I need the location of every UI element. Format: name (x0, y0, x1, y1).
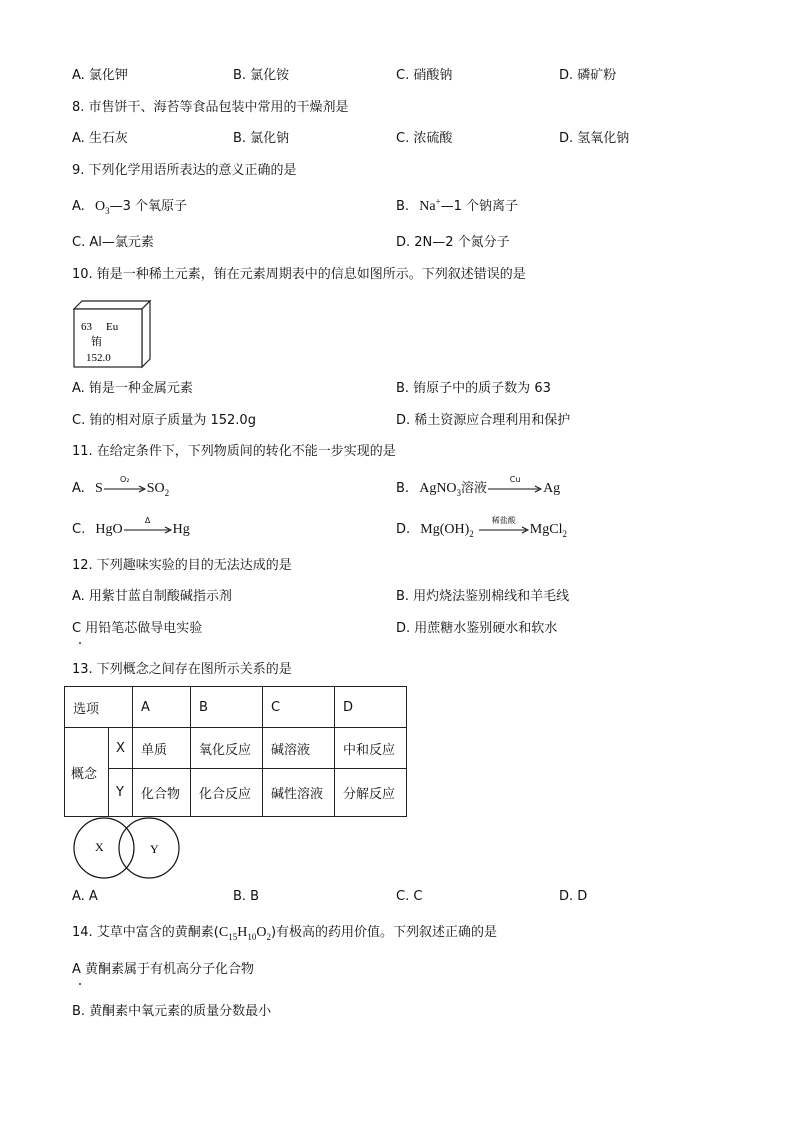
concept-table (64, 686, 407, 817)
reaction-arrow (487, 474, 543, 495)
q9-option-b (396, 198, 518, 216)
reactant: HgO (95, 522, 123, 537)
q10-option-d: D. 稀土资源应合理利用和保护 (396, 413, 571, 428)
option-label: C. (72, 522, 86, 537)
q7-option-a: A. 氯化钾 (72, 68, 128, 83)
stray-dot (79, 983, 81, 985)
table-cell: 化合物 (133, 769, 191, 817)
reactant: $Mg(OH)_2$ (420, 522, 474, 539)
product: Hg (172, 522, 190, 537)
q7-option-c: C. 硝酸钠 (396, 68, 453, 83)
table-cell: 分解反应 (335, 769, 407, 817)
q12-option-c: C 用铅笔芯做导电实验 (72, 621, 203, 636)
q13-option-d: D. D (559, 889, 588, 904)
q14-stem (72, 924, 497, 942)
q7-option-b: B. 氯化铵 (233, 68, 290, 83)
table-cell: 碱溶液 (263, 728, 335, 769)
q13-option-c: C. C (396, 889, 423, 904)
reaction-condition: Δ (144, 515, 151, 525)
q13-option-b: B. B (233, 889, 260, 904)
reaction-condition: Cu (509, 474, 521, 484)
element-symbol: Eu (106, 321, 119, 333)
q14-option-a: A 黄酮素属于有机高分子化合物 (72, 962, 255, 977)
table-cell: 化合反应 (191, 769, 263, 817)
table-header-cell: D (335, 687, 407, 728)
option-label: D. (396, 522, 411, 537)
table-cell: 氧化反应 (191, 728, 263, 769)
q14-option-b: B. 黄酮素中氧元素的质量分数最小 (72, 1004, 272, 1019)
stem-text: 14. 艾草中富含的黄酮素( (72, 925, 219, 940)
element-name: 铕 (91, 335, 102, 348)
table-group-label: 概念 (65, 728, 109, 817)
venn-diagram (70, 816, 190, 882)
q8-stem: 8. 市售饼干、海苔等食品包装中常用的干燥剂是 (72, 100, 349, 115)
q10-option-b: B. 铕原子中的质子数为 63 (396, 381, 551, 396)
q10-option-a: A. 铕是一种金属元素 (72, 381, 193, 396)
q8-option-a: A. 生石灰 (72, 131, 128, 146)
q8-option-d: D. 氢氧化钠 (559, 131, 630, 146)
reaction-arrow (123, 515, 173, 536)
element-number: 63 (81, 321, 92, 333)
option-text: —3 个氧原子 (109, 199, 187, 214)
product: MgCl$_2$ (529, 522, 567, 539)
table-cell: 中和反应 (335, 728, 407, 769)
table-row (65, 769, 407, 817)
table-header-cell: 选项 (65, 687, 133, 728)
q12-stem: 12. 下列趣味实验的目的无法达成的是 (72, 558, 292, 573)
venn-label-x: X (95, 840, 104, 854)
q10-option-c: C. 铕的相对原子质量为 152.0g (72, 413, 256, 428)
venn-circle-y (119, 818, 179, 878)
table-header-cell: B (191, 687, 263, 728)
q9-stem: 9. 下列化学用语所表达的意义正确的是 (72, 163, 297, 178)
reaction-arrow (478, 515, 530, 536)
option-label: B. (396, 481, 410, 496)
reactant: AgNO$_3$ (419, 481, 462, 498)
table-row-key: X (109, 728, 133, 769)
q9-option-d: D. 2N—2 个氮分子 (396, 235, 510, 250)
element-mass: 152.0 (86, 352, 111, 364)
q12-option-b: B. 用灼烧法鉴别棉线和羊毛线 (396, 589, 570, 604)
q11-option-d (396, 515, 567, 539)
element-tile-figure (72, 299, 152, 369)
q9-option-c: C. Al—氯元素 (72, 235, 154, 250)
stray-dot (79, 642, 81, 644)
table-header-cell: A (133, 687, 191, 728)
q7-option-d: D. 磷矿粉 (559, 68, 617, 83)
option-label: A. (72, 481, 85, 496)
reaction-arrow (103, 474, 147, 495)
q10-stem: 10. 铕是一种稀土元素，铕在元素周期表中的信息如图所示。下列叙述错误的是 (72, 267, 526, 282)
option-label: B. (396, 199, 410, 214)
q8-option-b: B. 氯化钠 (233, 131, 290, 146)
table-row-key: Y (109, 769, 133, 817)
reaction-condition: 稀盐酸 (491, 515, 516, 525)
product: $SO_2$ (146, 481, 170, 498)
q8-option-c: C. 浓硫酸 (396, 131, 453, 146)
reaction-condition: O₂ (119, 474, 130, 484)
table-cell: 碱性溶液 (263, 769, 335, 817)
formula: $C_{15}H_{10}O_2$ (218, 925, 271, 942)
table-cell: 单质 (133, 728, 191, 769)
q13-stem: 13. 下列概念之间存在图所示关系的是 (72, 662, 292, 677)
q11-option-a (72, 474, 170, 498)
table-header-row (65, 687, 407, 728)
venn-label-y: Y (150, 842, 159, 856)
q11-option-c (72, 515, 190, 539)
venn-circle-x (74, 818, 134, 878)
q9-option-a (72, 198, 187, 216)
reactant: S (94, 481, 103, 496)
formula: $O_3$ (94, 199, 110, 216)
formula: Na+ (419, 196, 441, 214)
q11-option-b (396, 474, 561, 498)
q12-option-a: A. 用紫甘蓝自制酸碱指示剂 (72, 589, 232, 604)
option-label: A. (72, 199, 85, 214)
q12-option-d: D. 用蔗糖水鉴别硬水和软水 (396, 621, 558, 636)
option-text: —1 个钠离子 (440, 199, 519, 214)
q13-option-a: A. A (72, 889, 98, 904)
table-row (65, 728, 407, 769)
stem-text: )有极高的药用价值。下列叙述正确的是 (270, 925, 498, 940)
q11-stem: 11. 在给定条件下，下列物质间的转化不能一步实现的是 (72, 444, 396, 459)
product: Ag (543, 481, 561, 496)
table-header-cell: C (263, 687, 335, 728)
reactant-suffix: 溶液 (461, 481, 488, 496)
